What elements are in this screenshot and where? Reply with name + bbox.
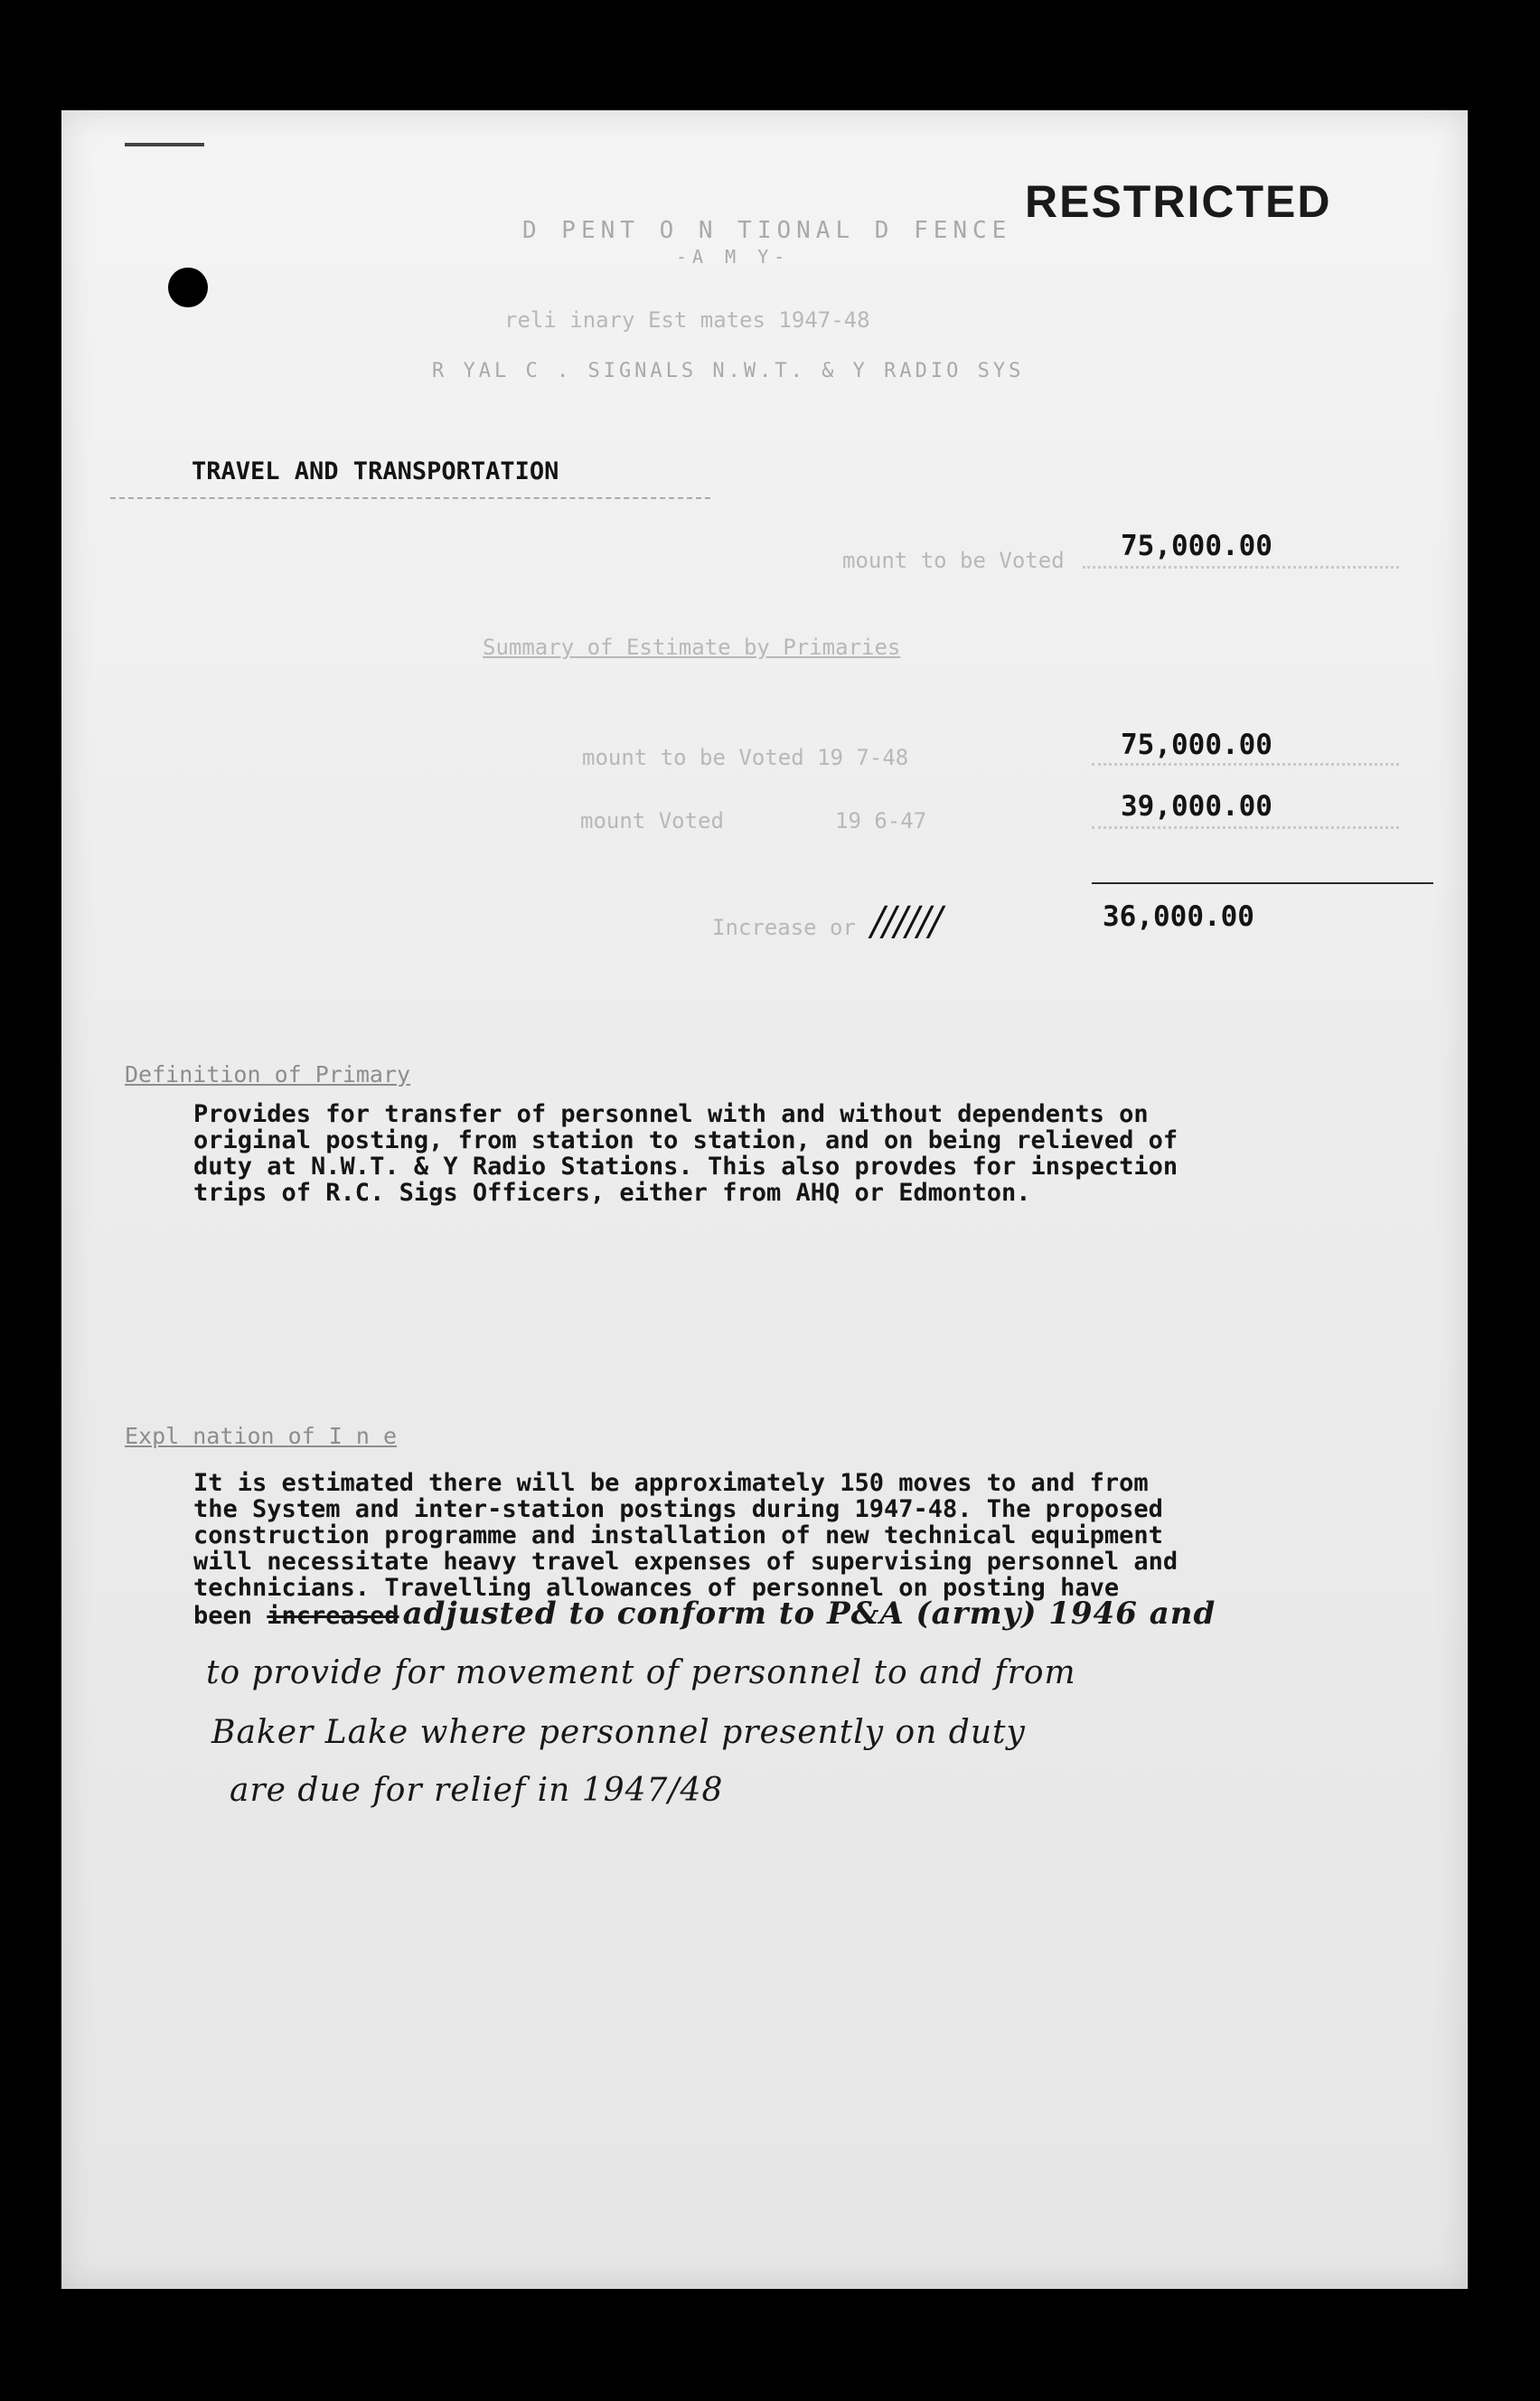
explanation-line: technicians. Travelling allowances of personnel on posting have: [193, 1574, 1120, 1602]
top-mark: [125, 143, 204, 146]
increase-handwritten-marks: //////: [871, 899, 941, 945]
leader-dots: [1083, 566, 1399, 569]
faded-estimates-header: reli inary Est mates 1947-48: [504, 307, 870, 333]
summary-row1-label: mount to be Voted 19 7-48: [582, 745, 909, 770]
explanation-line: It is estimated there will be approximately 150 moves to and from: [193, 1469, 1149, 1497]
definition-heading: Definition of Primary: [125, 1061, 411, 1088]
summary-row2-value: 39,000.00: [1121, 790, 1272, 823]
handwritten-line: to provide for movement of personnel to and from: [206, 1654, 1076, 1691]
amount-to-be-voted-value: 75,000.00: [1121, 530, 1272, 562]
struck-word: increased: [267, 1602, 399, 1630]
increase-label: Increase or: [712, 915, 856, 940]
handwritten-line: adjusted to conform to P&A (army) 1946 and: [402, 1596, 1216, 1632]
total-rule: [1092, 882, 1433, 884]
handwritten-line: Baker Lake where personnel presently on duty: [211, 1714, 1026, 1751]
summary-row2-label: mount Voted: [580, 808, 724, 833]
amount-to-be-voted-label: mount to be Voted: [842, 548, 1065, 573]
leader-dots: [1092, 826, 1399, 829]
definition-paragraph: [193, 1101, 1178, 1206]
explanation-line: construction programme and installation of new technical equipment: [193, 1521, 1163, 1549]
summary-row2-year: 19 6-47: [835, 808, 927, 833]
faded-army-header: -A M Y-: [676, 246, 791, 268]
definition-line: trips of R.C. Sigs Officers, either from AHQ or Edmonton.: [193, 1179, 1031, 1207]
restricted-stamp: RESTRICTED: [1025, 176, 1332, 227]
faded-summary-heading: Summary of Estimate by Primaries: [483, 635, 901, 660]
explanation-line-prefix: been: [193, 1602, 268, 1630]
handwritten-line: are due for relief in 1947/48: [230, 1772, 724, 1809]
explanation-line: the System and inter-station postings during 1947-48. The proposed: [193, 1495, 1163, 1523]
definition-line: duty at N.W.T. & Y Radio Stations. This also provdes for inspection: [193, 1153, 1178, 1181]
faded-system-header: R YAL C . SIGNALS N.W.T. & Y RADIO SYS: [432, 360, 1025, 382]
title-underline: [110, 497, 710, 499]
summary-row1-value: 75,000.00: [1121, 729, 1272, 761]
explanation-heading: Expl nation of I n e: [125, 1423, 398, 1449]
explanation-paragraph: [193, 1469, 1216, 1632]
definition-line: original posting, from station to station, and on being relieved of: [193, 1126, 1178, 1154]
explanation-line: will necessitate heavy travel expenses of supervising personnel and: [193, 1548, 1178, 1576]
page-title: TRAVEL AND TRANSPORTATION: [192, 457, 559, 485]
explanation-last-line: [193, 1596, 1216, 1632]
document-page: [61, 110, 1468, 2289]
faded-department-header: D PENT O N TIONAL D FENCE: [522, 217, 1012, 244]
leader-dots: [1092, 763, 1399, 766]
increase-value: 36,000.00: [1103, 900, 1254, 933]
punch-hole: [168, 268, 208, 307]
definition-line: Provides for transfer of personnel with and without dependents on: [193, 1100, 1149, 1128]
